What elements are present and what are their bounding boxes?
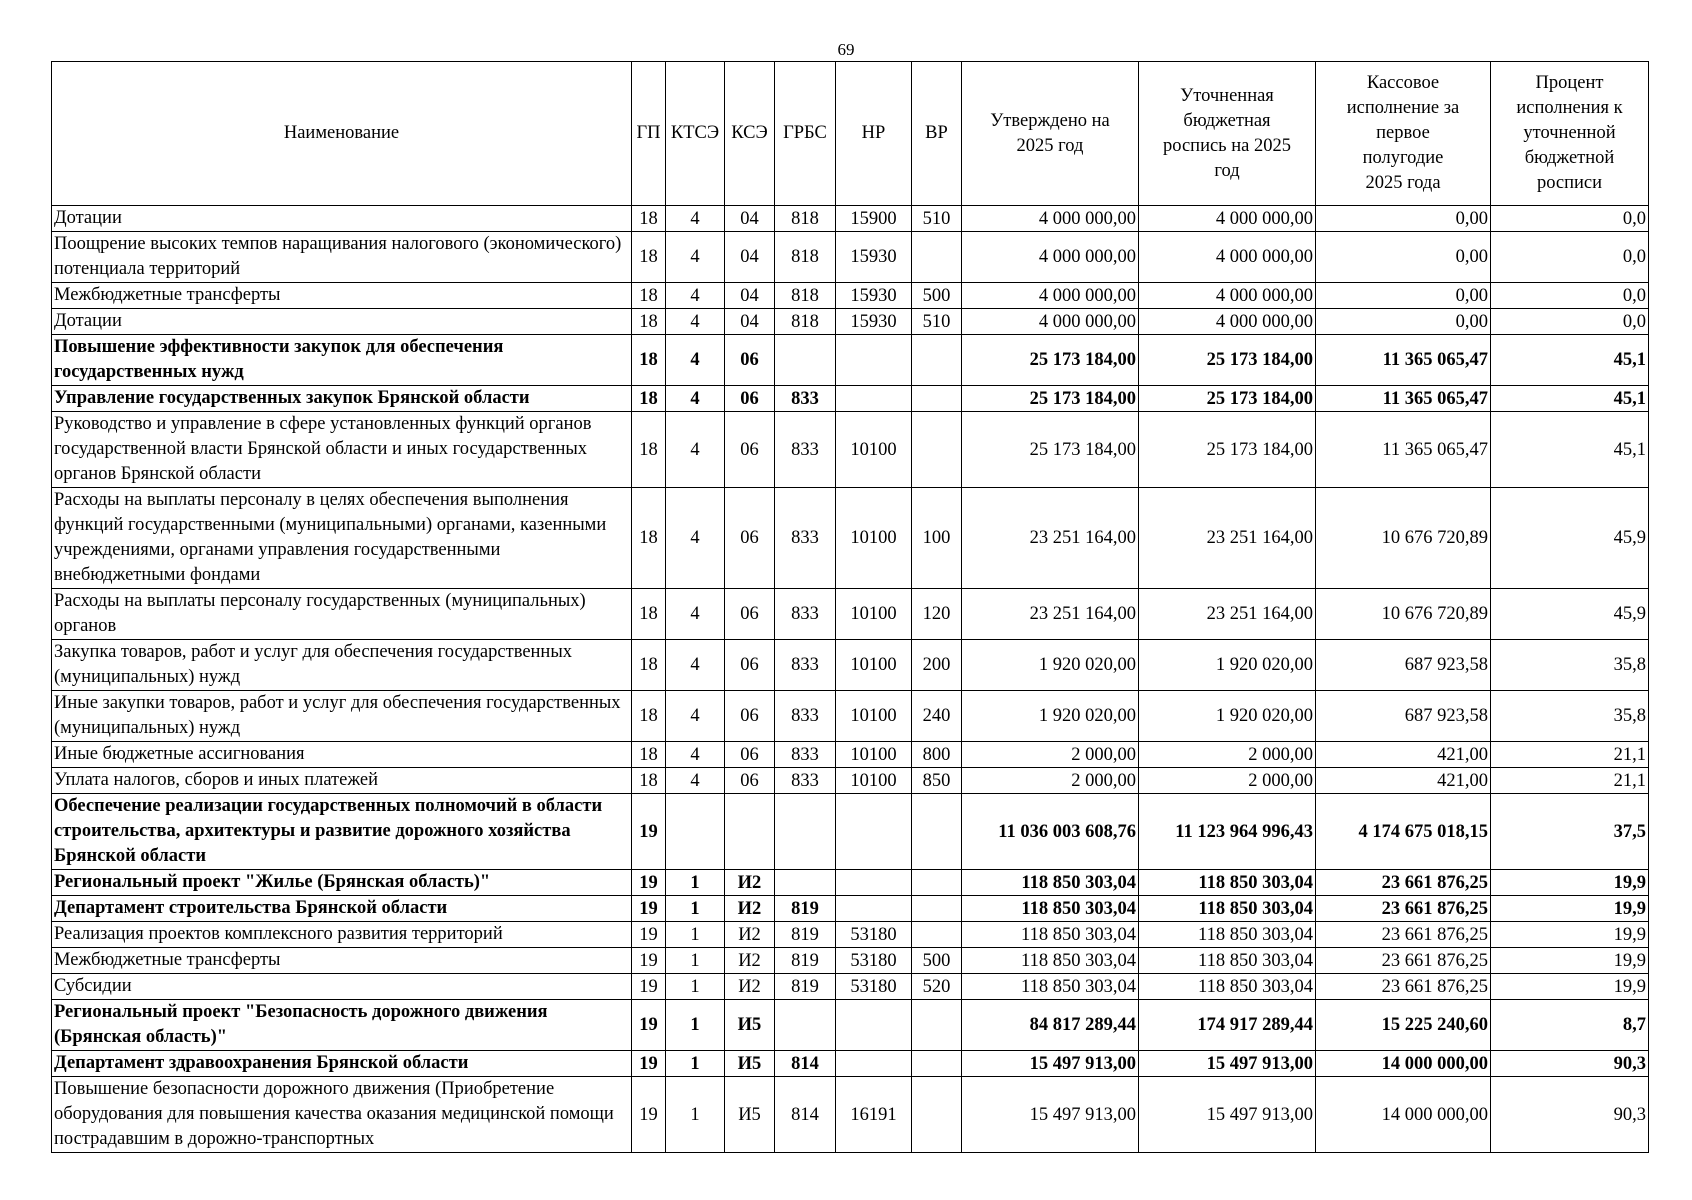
cell-vr: 520 [912,974,962,1000]
cell-approved: 15 497 913,00 [962,1051,1139,1077]
cell-nr: 15930 [836,283,912,309]
cell-cash: 0,00 [1316,232,1491,283]
header-refined: Уточненная бюджетная роспись на 2025 год [1139,62,1316,206]
cell-name: Дотации [52,206,632,232]
cell-nr [836,896,912,922]
cell-vr: 800 [912,742,962,768]
cell-gp: 18 [632,386,666,412]
cell-nr [836,1051,912,1077]
table-row [52,386,1649,412]
cell-name: Управление государственных закупок Брянской области [52,386,632,412]
cell-grbs: 833 [775,691,836,742]
cell-cash: 23 661 876,25 [1316,870,1491,896]
table-row [52,870,1649,896]
cell-percent: 90,3 [1491,1051,1649,1077]
cell-grbs [775,870,836,896]
cell-ktse: 1 [666,1000,725,1051]
table-row [52,412,1649,488]
cell-refined: 25 173 184,00 [1139,412,1316,488]
cell-percent: 45,9 [1491,589,1649,640]
cell-cash: 421,00 [1316,742,1491,768]
cell-ktse: 1 [666,1077,725,1153]
cell-grbs: 833 [775,742,836,768]
cell-refined: 15 497 913,00 [1139,1077,1316,1153]
cell-ktse: 4 [666,283,725,309]
cell-gp: 18 [632,640,666,691]
cell-gp: 19 [632,1051,666,1077]
cell-percent: 21,1 [1491,768,1649,794]
cell-grbs: 819 [775,974,836,1000]
cell-refined: 118 850 303,04 [1139,948,1316,974]
cell-percent: 8,7 [1491,1000,1649,1051]
cell-kse: 04 [725,283,775,309]
cell-refined: 2 000,00 [1139,742,1316,768]
cell-kse: И2 [725,896,775,922]
header-approved: Утверждено на 2025 год [962,62,1139,206]
cell-ktse: 4 [666,206,725,232]
cell-refined: 25 173 184,00 [1139,386,1316,412]
cell-name: Повышение эффективности закупок для обеспечения государственных нужд [52,335,632,386]
cell-cash: 14 000 000,00 [1316,1051,1491,1077]
header-ktse: КТСЭ [666,62,725,206]
cell-percent: 37,5 [1491,794,1649,870]
cell-percent: 0,0 [1491,206,1649,232]
cell-refined: 118 850 303,04 [1139,922,1316,948]
cell-cash: 11 365 065,47 [1316,386,1491,412]
table-row [52,309,1649,335]
cell-approved: 4 000 000,00 [962,309,1139,335]
cell-name: Региональный проект "Безопасность дорожного движения (Брянская область)" [52,1000,632,1051]
cell-percent: 45,9 [1491,488,1649,589]
cell-cash: 11 365 065,47 [1316,412,1491,488]
header-percent: Процент исполнения к уточненной бюджетной росписи [1491,62,1649,206]
cell-nr: 16191 [836,1077,912,1153]
cell-vr: 100 [912,488,962,589]
cell-gp: 19 [632,1077,666,1153]
cell-cash: 421,00 [1316,768,1491,794]
cell-cash: 23 661 876,25 [1316,922,1491,948]
cell-ktse: 4 [666,412,725,488]
table-row [52,768,1649,794]
cell-ktse: 1 [666,974,725,1000]
cell-refined: 4 000 000,00 [1139,283,1316,309]
cell-refined: 118 850 303,04 [1139,870,1316,896]
cell-grbs [775,794,836,870]
cell-refined: 174 917 289,44 [1139,1000,1316,1051]
cell-kse: 04 [725,206,775,232]
cell-ktse: 4 [666,335,725,386]
cell-gp: 18 [632,412,666,488]
cell-gp: 19 [632,896,666,922]
cell-percent: 19,9 [1491,922,1649,948]
cell-gp: 18 [632,283,666,309]
cell-name: Департамент строительства Брянской области [52,896,632,922]
cell-gp: 18 [632,589,666,640]
cell-name: Поощрение высоких темпов наращивания налогового (экономического) потенциала территорий [52,232,632,283]
cell-kse: 06 [725,589,775,640]
cell-refined: 118 850 303,04 [1139,974,1316,1000]
cell-kse: И2 [725,974,775,1000]
cell-kse [725,794,775,870]
header-grbs: ГРБС [775,62,836,206]
cell-kse: И5 [725,1000,775,1051]
cell-cash: 23 661 876,25 [1316,948,1491,974]
cell-cash: 687 923,58 [1316,691,1491,742]
cell-percent: 0,0 [1491,232,1649,283]
cell-approved: 25 173 184,00 [962,386,1139,412]
cell-kse: И2 [725,922,775,948]
cell-name: Повышение безопасности дорожного движения (Приобретение оборудования для повышения качества оказания медицинской помощи пострадавшим в дорожно-транспортных [52,1077,632,1153]
cell-nr: 53180 [836,974,912,1000]
cell-ktse: 4 [666,589,725,640]
cell-refined: 118 850 303,04 [1139,896,1316,922]
cell-grbs [775,335,836,386]
cell-ktse: 4 [666,768,725,794]
table-row [52,283,1649,309]
cell-grbs: 818 [775,206,836,232]
cell-grbs [775,1000,836,1051]
table-row [52,896,1649,922]
cell-kse: 06 [725,691,775,742]
cell-ktse: 4 [666,742,725,768]
cell-vr [912,870,962,896]
table-row [52,1051,1649,1077]
cell-approved: 2 000,00 [962,742,1139,768]
cell-name: Расходы на выплаты персоналу государственных (муниципальных) органов [52,589,632,640]
cell-ktse: 4 [666,309,725,335]
cell-ktse: 4 [666,386,725,412]
cell-kse: 06 [725,640,775,691]
cell-name: Расходы на выплаты персоналу в целях обеспечения выполнения функций государственными (муниципальными) органами, казенными учреждениями, органами управления государственными внебюджетными фондами [52,488,632,589]
cell-vr: 120 [912,589,962,640]
cell-nr: 10100 [836,589,912,640]
cell-grbs: 833 [775,488,836,589]
cell-kse: 06 [725,412,775,488]
cell-grbs: 833 [775,768,836,794]
table-header-row [52,62,1649,206]
cell-gp: 18 [632,742,666,768]
cell-gp: 19 [632,794,666,870]
cell-nr: 10100 [836,691,912,742]
cell-name: Межбюджетные трансферты [52,283,632,309]
cell-percent: 21,1 [1491,742,1649,768]
cell-percent: 0,0 [1491,309,1649,335]
cell-approved: 118 850 303,04 [962,948,1139,974]
table-row [52,1000,1649,1051]
cell-approved: 2 000,00 [962,768,1139,794]
cell-gp: 18 [632,309,666,335]
table-row [52,640,1649,691]
cell-gp: 18 [632,768,666,794]
cell-ktse: 4 [666,488,725,589]
budget-execution-table [51,61,1649,1153]
cell-approved: 1 920 020,00 [962,691,1139,742]
cell-percent: 19,9 [1491,896,1649,922]
cell-cash: 15 225 240,60 [1316,1000,1491,1051]
cell-refined: 23 251 164,00 [1139,488,1316,589]
cell-vr [912,232,962,283]
table-row [52,691,1649,742]
cell-cash: 10 676 720,89 [1316,488,1491,589]
cell-nr: 15930 [836,232,912,283]
cell-vr: 240 [912,691,962,742]
cell-kse: И5 [725,1051,775,1077]
cell-ktse: 1 [666,948,725,974]
table-row [52,948,1649,974]
table-row [52,1077,1649,1153]
table-row [52,794,1649,870]
cell-grbs: 819 [775,948,836,974]
cell-gp: 19 [632,922,666,948]
cell-percent: 90,3 [1491,1077,1649,1153]
cell-kse: И2 [725,948,775,974]
cell-vr [912,335,962,386]
cell-name: Руководство и управление в сфере установленных функций органов государственной власти Брянской области и иных государственных органов Брянской области [52,412,632,488]
cell-approved: 118 850 303,04 [962,922,1139,948]
cell-gp: 19 [632,1000,666,1051]
table-row [52,232,1649,283]
cell-vr: 510 [912,206,962,232]
cell-gp: 18 [632,232,666,283]
cell-name: Департамент здравоохранения Брянской области [52,1051,632,1077]
table-row [52,742,1649,768]
header-name: Наименование [52,62,632,206]
cell-grbs: 833 [775,589,836,640]
cell-cash: 4 174 675 018,15 [1316,794,1491,870]
cell-nr [836,335,912,386]
cell-nr: 53180 [836,948,912,974]
cell-refined: 2 000,00 [1139,768,1316,794]
cell-approved: 4 000 000,00 [962,232,1139,283]
cell-approved: 15 497 913,00 [962,1077,1139,1153]
header-nr: НР [836,62,912,206]
cell-cash: 0,00 [1316,283,1491,309]
table-body [52,206,1649,1153]
cell-nr: 10100 [836,488,912,589]
cell-name: Региональный проект "Жилье (Брянская область)" [52,870,632,896]
cell-grbs: 833 [775,640,836,691]
cell-refined: 4 000 000,00 [1139,206,1316,232]
cell-percent: 0,0 [1491,283,1649,309]
cell-ktse: 4 [666,232,725,283]
cell-approved: 4 000 000,00 [962,206,1139,232]
cell-cash: 23 661 876,25 [1316,896,1491,922]
cell-vr [912,794,962,870]
cell-nr: 10100 [836,412,912,488]
cell-nr [836,1000,912,1051]
cell-name: Реализация проектов комплексного развития территорий [52,922,632,948]
cell-ktse: 1 [666,1051,725,1077]
cell-percent: 19,9 [1491,870,1649,896]
cell-cash: 23 661 876,25 [1316,974,1491,1000]
cell-approved: 4 000 000,00 [962,283,1139,309]
cell-nr: 15930 [836,309,912,335]
cell-percent: 35,8 [1491,691,1649,742]
cell-name: Иные закупки товаров, работ и услуг для обеспечения государственных (муниципальных) нужд [52,691,632,742]
cell-approved: 25 173 184,00 [962,335,1139,386]
cell-percent: 45,1 [1491,335,1649,386]
header-vr: ВР [912,62,962,206]
table-row [52,589,1649,640]
cell-refined: 15 497 913,00 [1139,1051,1316,1077]
cell-kse: 06 [725,742,775,768]
cell-name: Межбюджетные трансферты [52,948,632,974]
page-number: 69 [837,40,855,59]
cell-approved: 84 817 289,44 [962,1000,1139,1051]
cell-percent: 19,9 [1491,948,1649,974]
cell-percent: 35,8 [1491,640,1649,691]
cell-name: Обеспечение реализации государственных полномочий в области строительства, архитектуры и развитие дорожного хозяйства Брянской области [52,794,632,870]
cell-grbs: 819 [775,922,836,948]
cell-vr [912,412,962,488]
cell-kse: И2 [725,870,775,896]
cell-percent: 45,1 [1491,386,1649,412]
cell-approved: 25 173 184,00 [962,412,1139,488]
cell-gp: 18 [632,335,666,386]
cell-vr: 200 [912,640,962,691]
cell-grbs: 818 [775,309,836,335]
cell-refined: 4 000 000,00 [1139,309,1316,335]
cell-vr [912,896,962,922]
cell-ktse: 4 [666,691,725,742]
cell-nr: 53180 [836,922,912,948]
table-row [52,335,1649,386]
cell-name: Закупка товаров, работ и услуг для обеспечения государственных (муниципальных) нужд [52,640,632,691]
cell-ktse: 1 [666,870,725,896]
cell-ktse: 4 [666,640,725,691]
cell-refined: 25 173 184,00 [1139,335,1316,386]
cell-approved: 118 850 303,04 [962,870,1139,896]
table-row [52,922,1649,948]
cell-ktse: 1 [666,922,725,948]
cell-grbs: 833 [775,386,836,412]
cell-ktse: 1 [666,896,725,922]
cell-kse: 06 [725,488,775,589]
cell-kse: 04 [725,309,775,335]
cell-grbs: 819 [775,896,836,922]
cell-kse: 04 [725,232,775,283]
cell-gp: 18 [632,488,666,589]
cell-name: Дотации [52,309,632,335]
cell-refined: 1 920 020,00 [1139,640,1316,691]
cell-grbs: 814 [775,1077,836,1153]
cell-vr [912,386,962,412]
cell-vr: 500 [912,283,962,309]
cell-approved: 118 850 303,04 [962,974,1139,1000]
cell-cash: 0,00 [1316,309,1491,335]
cell-nr: 15900 [836,206,912,232]
cell-refined: 23 251 164,00 [1139,589,1316,640]
cell-approved: 1 920 020,00 [962,640,1139,691]
table-row [52,974,1649,1000]
cell-percent: 45,1 [1491,412,1649,488]
cell-ktse [666,794,725,870]
cell-vr: 500 [912,948,962,974]
cell-nr [836,794,912,870]
cell-approved: 118 850 303,04 [962,896,1139,922]
cell-vr [912,1000,962,1051]
cell-vr [912,1077,962,1153]
cell-gp: 19 [632,948,666,974]
cell-name: Уплата налогов, сборов и иных платежей [52,768,632,794]
cell-refined: 4 000 000,00 [1139,232,1316,283]
cell-refined: 1 920 020,00 [1139,691,1316,742]
cell-vr: 510 [912,309,962,335]
cell-cash: 14 000 000,00 [1316,1077,1491,1153]
table-row [52,206,1649,232]
cell-cash: 0,00 [1316,206,1491,232]
cell-gp: 19 [632,870,666,896]
cell-gp: 18 [632,206,666,232]
cell-approved: 11 036 003 608,76 [962,794,1139,870]
cell-kse: 06 [725,335,775,386]
cell-grbs: 818 [775,283,836,309]
cell-vr: 850 [912,768,962,794]
cell-cash: 10 676 720,89 [1316,589,1491,640]
cell-kse: 06 [725,386,775,412]
cell-refined: 11 123 964 996,43 [1139,794,1316,870]
cell-cash: 11 365 065,47 [1316,335,1491,386]
cell-grbs: 814 [775,1051,836,1077]
cell-vr [912,1051,962,1077]
cell-name: Иные бюджетные ассигнования [52,742,632,768]
cell-grbs: 818 [775,232,836,283]
table-row [52,488,1649,589]
cell-kse: 06 [725,768,775,794]
cell-vr [912,922,962,948]
header-kse: КСЭ [725,62,775,206]
cell-approved: 23 251 164,00 [962,589,1139,640]
header-gp: ГП [632,62,666,206]
cell-gp: 18 [632,691,666,742]
cell-approved: 23 251 164,00 [962,488,1139,589]
header-cash: Кассовое исполнение за первое полугодие 2025 года [1316,62,1491,206]
cell-nr: 10100 [836,742,912,768]
cell-percent: 19,9 [1491,974,1649,1000]
cell-grbs: 833 [775,412,836,488]
cell-nr [836,870,912,896]
cell-kse: И5 [725,1077,775,1153]
cell-name: Субсидии [52,974,632,1000]
cell-nr: 10100 [836,768,912,794]
cell-gp: 19 [632,974,666,1000]
cell-cash: 687 923,58 [1316,640,1491,691]
cell-nr: 10100 [836,640,912,691]
cell-nr [836,386,912,412]
